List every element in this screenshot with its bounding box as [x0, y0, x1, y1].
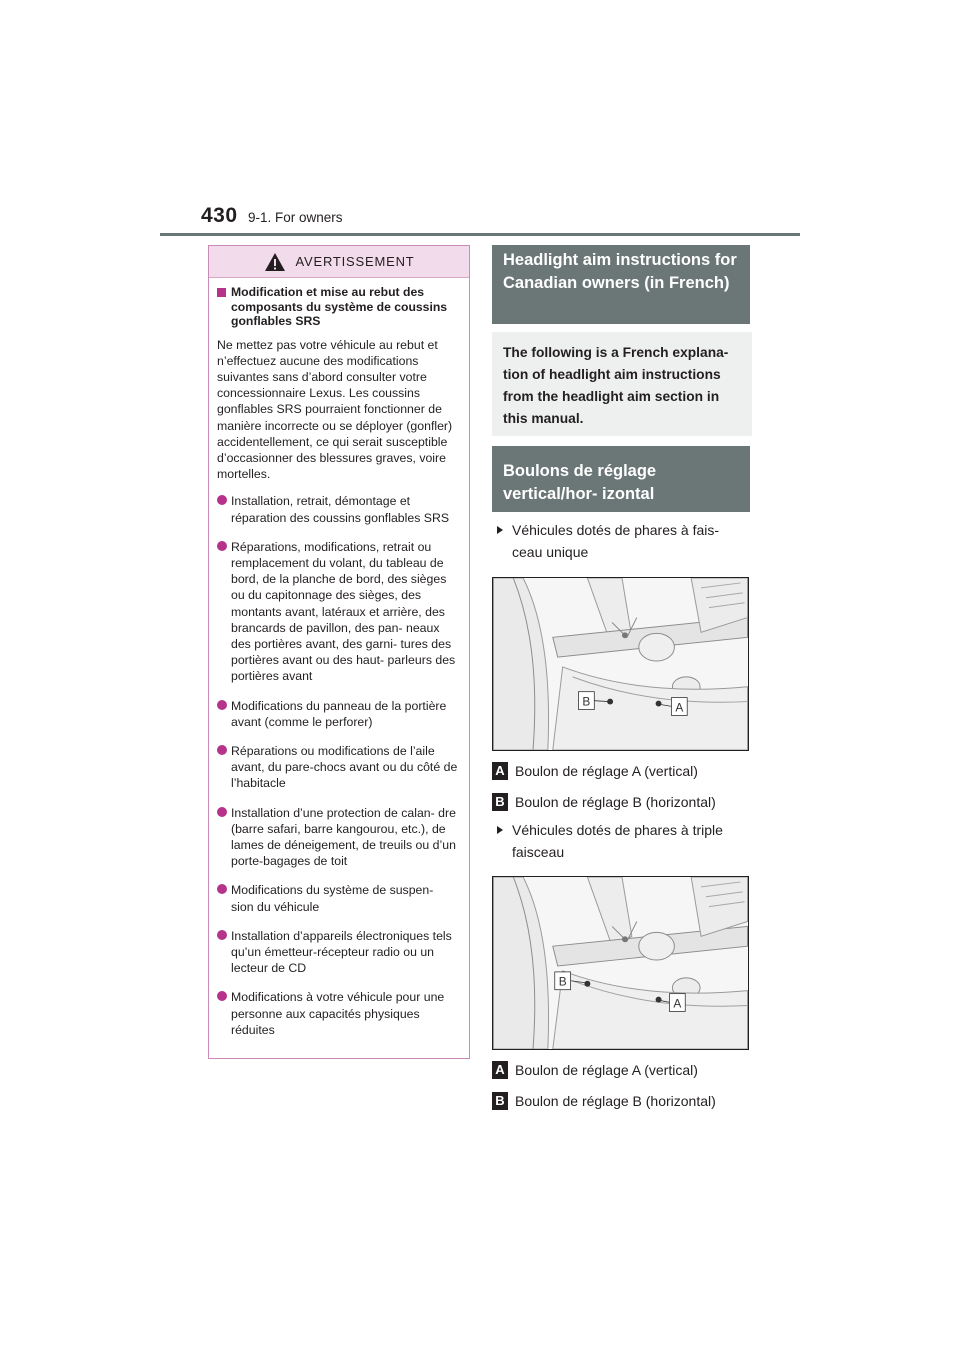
list-item — [215, 493, 459, 525]
list-item — [215, 882, 459, 914]
triple-beam-callout-b — [492, 1091, 716, 1111]
bullet-dot-icon — [217, 991, 227, 1001]
bullet-dot-icon — [217, 745, 227, 755]
list-item — [215, 928, 459, 977]
warning-heading-text: Modification et mise au rebut des composants du système de coussins gonflables SRS — [231, 285, 448, 328]
page-number: 430 — [201, 204, 238, 227]
list-item-text: Installation d’appareils électroniques tels qu’un émetteur-récepteur radio ou un lecteur de CD — [231, 928, 452, 976]
triple-beam-title — [492, 819, 723, 863]
callout-text: Boulon de réglage A (vertical) — [515, 1062, 698, 1078]
callout-badge-b: B — [492, 1092, 508, 1110]
bullet-dot-icon — [217, 930, 227, 940]
intro-box: The following is a French explana- tion of headlight aim instructions from the headlight aim section in this manual. — [492, 332, 752, 436]
list-item-text: Réparations ou modifications de l’aile avant, du pare-chocs avant ou du côté de l’habitacle — [231, 743, 458, 791]
list-item-text: Installation, retrait, démontage et réparation des coussins gonflables SRS — [231, 494, 450, 525]
list-item-text: Modifications à votre véhicule pour une personne aux capacités physiques réduites — [231, 990, 445, 1037]
single-beam-callout-b — [492, 792, 716, 812]
warning-body — [209, 278, 469, 1038]
single-beam-callout-a — [492, 761, 698, 781]
warning-paragraph: Ne mettez pas votre véhicule au rebut et n’effectuez aucune des modifications suivantes sans d’abord consulter votre concessionnaire Lexus. Les coussins gonflables SRS pourraient fonctionner de manière incorrecte ou se déployer (gonfler) accidentellement, ce qui serait susceptible d’occasionner des blessures graves, voire mortelles. — [217, 337, 453, 482]
list-item-text: Modifications du panneau de la portière avant (comme le perforer) — [231, 698, 447, 729]
list-item — [215, 698, 459, 730]
arrow-bullet-icon — [497, 826, 503, 834]
engine-bay-illustration — [493, 578, 748, 750]
arrow-bullet-icon — [497, 526, 503, 534]
single-beam-title — [492, 519, 719, 563]
header-rule — [160, 233, 800, 236]
triple-beam-title-text — [512, 819, 723, 863]
bullet-dot-icon — [217, 541, 227, 551]
triple-beam-callout-a — [492, 1060, 698, 1080]
triple-beam-title-line1: Véhicules dotés de phares à triple — [512, 822, 723, 838]
section-title: 9-1. For owners — [248, 210, 343, 225]
warning-triangle-icon — [264, 252, 286, 272]
single-beam-title-line2: ceau unique — [512, 544, 589, 560]
warning-heading — [215, 285, 459, 329]
bullet-dot-icon — [217, 700, 227, 710]
triple-beam-title-line2: faisceau — [512, 844, 565, 860]
single-beam-title-text — [512, 519, 719, 563]
callout-badge-b: B — [492, 793, 508, 811]
figure-label-b: B — [582, 694, 591, 709]
callout-text: Boulon de réglage A (vertical) — [515, 763, 698, 779]
callout-badge-a: A — [492, 1061, 508, 1079]
bullet-dot-icon — [217, 884, 227, 894]
list-item — [215, 989, 459, 1038]
square-bullet-icon — [217, 288, 226, 297]
single-beam-figure — [492, 577, 749, 751]
sub-heading: Boulons de réglage vertical/hor- izontal — [492, 446, 750, 512]
warning-box — [208, 245, 470, 1059]
engine-bay-illustration — [493, 877, 748, 1049]
list-item — [215, 805, 459, 870]
triple-beam-figure — [492, 876, 749, 1050]
callout-badge-a: A — [492, 762, 508, 780]
list-item-text: Modifications du système de suspen- sion du véhicule — [231, 883, 434, 914]
callout-text: Boulon de réglage B (horizontal) — [515, 794, 716, 810]
callout-text: Boulon de réglage B (horizontal) — [515, 1093, 716, 1109]
warning-header — [209, 246, 469, 278]
list-item-text: Installation d’une protection de calan- dre (barre safari, barre kangourou, etc.), de lames de déneigement, de treuils ou d’un porte-bagages de toit — [231, 805, 456, 869]
single-beam-title-line1: Véhicules dotés de phares à fais- — [512, 522, 720, 538]
figure-label-a: A — [673, 996, 682, 1011]
figure-label-a: A — [675, 700, 684, 715]
list-item — [215, 743, 459, 792]
figure-label-b: B — [558, 974, 567, 989]
main-heading: Headlight aim instructions for Canadian owners (in French) — [492, 245, 750, 324]
list-item — [215, 539, 459, 685]
bullet-dot-icon — [217, 495, 227, 505]
bullet-dot-icon — [217, 807, 227, 817]
warning-label: AVERTISSEMENT — [295, 254, 415, 269]
list-item-text: Réparations, modifications, retrait ou remplacement du volant, du tableau de bord, de la planche de bord, des sièges ou du capitonnage des sièges, des montants avant, latéraux et arrière, des brancards de pavillon, des pan- neaux des portières avant, des garni- tures des portières avant ou des haut- parleurs des portières avant — [231, 539, 456, 684]
